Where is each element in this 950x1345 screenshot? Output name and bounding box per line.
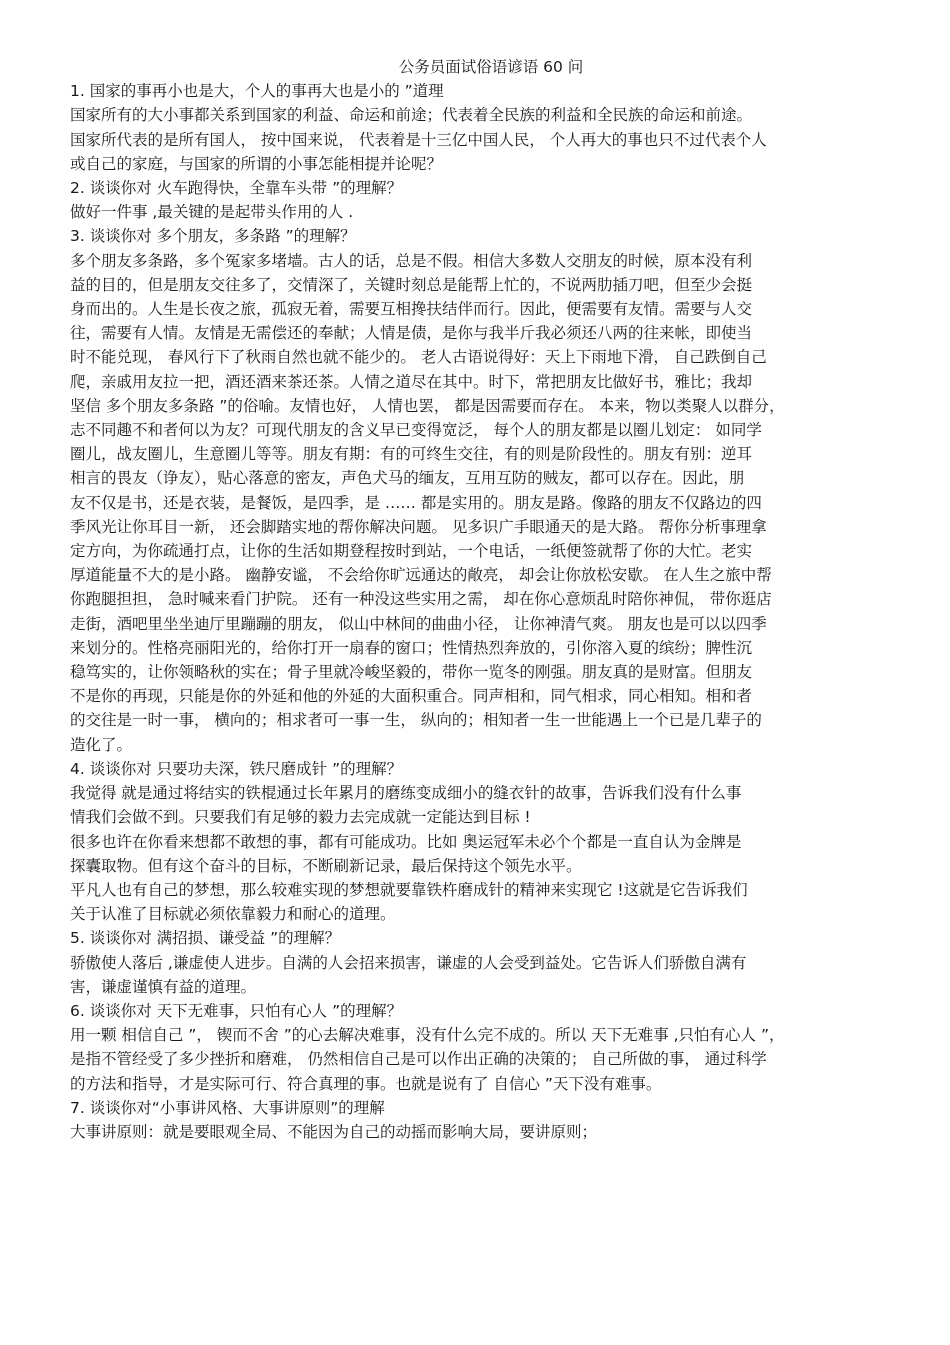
text-line: 我觉得 就是通过将结实的铁棍通过长年累月的磨练变成细小的缝衣针的故事，告诉我们没有什么事 — [70, 784, 742, 803]
text-line: 害，谦虚谨慎有益的道理。 — [70, 977, 257, 996]
text-line: 多个朋友多条路，多个冤家多堵墙。古人的话，总是不假。相信大多数人交朋友的时候，原本没有利 — [70, 251, 753, 270]
document-body — [70, 79, 912, 1144]
text-line: 爬，亲戚用友拉一把，酒还酒来茶还茶。人情之道尽在其中。时下，常把朋友比做好书，雅比；我却 — [70, 372, 753, 391]
text-line: 探囊取物。但有这个奋斗的目标，不断刷新记录，最后保持这个领先水平。 — [70, 856, 582, 875]
text-line: 用一颗 相信自己 ”， 锲而不舍 ”的心去解决难事，没有什么完不成的。所以 天下无难事 ,只怕有心人 ”， — [70, 1026, 785, 1045]
text-line: 很多也许在你看来想都不敢想的事，都有可能成功。比如 奥运冠军未必个个都是一直自认为金牌是 — [70, 832, 742, 851]
text-line: 你跑腿担担， 急时喊来看门护院。 还有一种没这些实用之需， 却在你心意烦乱时陪你神侃， 带你逛店 — [70, 590, 772, 609]
text-line: 圈儿，战友圈儿，生意圈儿等等。朋友有期：有的可终生交往，有的则是阶段性的。朋友有别：逆耳 — [70, 445, 753, 464]
text-line: 国家所代表的是所有国人， 按中国来说， 代表着是十三亿中国人民， 个人再大的事也只不过代表个人 — [70, 130, 767, 149]
text-line: 1. 国家的事再小也是大，个人的事再大也是小的 ”道理 — [70, 82, 444, 101]
text-line: 稳笃实的，让你领略秋的实在；骨子里就冷峻坚毅的，带你一览冬的刚强。朋友真的是财富。但朋友 — [70, 663, 753, 682]
text-line: 7. 谈谈你对“小事讲风格、大事讲原则”的理解 — [70, 1098, 385, 1117]
text-line: 相言的畏友（诤友），贴心落意的密友，声色犬马的缅友，互用互防的贼友，都可以存在。因此，朋 — [70, 469, 745, 488]
text-line: 是指不管经受了多少挫折和磨难， 仍然相信自己是可以作出正确的决策的； 自己所做的事， 通过科学 — [70, 1050, 767, 1069]
text-line: 做好一件事 ,最关键的是起带头作用的人 . — [70, 203, 354, 222]
text-line: 3. 谈谈你对 多个朋友，多条路 ”的理解？ — [70, 227, 356, 246]
text-line: 平凡人也有自己的梦想，那么较难实现的梦想就要靠铁杵磨成针的精神来实现它 !这就是它告诉我们 — [70, 880, 748, 899]
text-line: 定方向，为你疏通打点，让你的生活如期登程按时到站，一个电话，一纸便签就帮了你的大忙。老实 — [70, 542, 753, 561]
text-line: 5. 谈谈你对 满招损、谦受益 ”的理解？ — [70, 929, 341, 948]
text-line: 走街，酒吧里坐坐迪厅里蹦蹦的朋友， 似山中林间的曲曲小径， 让你神清气爽。 朋友也是可以以四季 — [70, 614, 767, 633]
text-line: 来划分的。性格亮丽阳光的，给你打开一扇春的窗口；性情热烈奔放的，引你溶入夏的缤纷；脾性沉 — [70, 638, 753, 657]
text-line: 6. 谈谈你对 天下无难事，只怕有心人 ”的理解？ — [70, 1001, 403, 1020]
text-line: 国家所有的大小事都关系到国家的利益、命运和前途；代表着全民族的利益和全民族的命运和前途。 — [70, 106, 753, 125]
text-line: 厚道能量不大的是小路。 幽静安谧， 不会给你旷远通达的敞亮， 却会让你放松安歇。 在人生之旅中帮 — [70, 566, 772, 585]
text-line: 友不仅是书，还是衣装，是餐饭，是四季，是 …… 都是实用的。朋友是路。像路的朋友不仅路边的四 — [70, 493, 762, 512]
text-line: 的方法和指导，才是实际可行、符合真理的事。也就是说有了 自信心 ”天下没有难事。 — [70, 1074, 662, 1093]
text-line: 2. 谈谈你对 火车跑得快，全靠车头带 ”的理解？ — [70, 179, 403, 198]
text-line: 情我们会做不到。只要我们有足够的毅力去完成就一定能达到目标 ! — [70, 808, 531, 827]
text-line: 不是你的再现，只能是你的外延和他的外延的大面积重合。同声相和，同气相求，同心相知。相和者 — [70, 687, 753, 706]
text-line: 季风光让你耳目一新， 还会脚踏实地的帮你解决问题。 见多识广手眼通天的是大路。 帮你分析事理拿 — [70, 517, 767, 536]
text-line: 关于认准了目标就必须依靠毅力和耐心的道理。 — [70, 905, 396, 924]
text-line: 往，需要有人情。友情是无需偿还的奉献；人情是债，是你与我半斤我必须还八两的往来帐，即使当 — [70, 324, 753, 343]
document-page — [70, 55, 912, 1144]
text-line: 造化了。 — [70, 735, 133, 754]
text-line: 或自己的家庭，与国家的所谓的小事怎能相提并论呢？ — [70, 154, 443, 173]
text-line: 4. 谈谈你对 只要功夫深，铁尺磨成针 ”的理解？ — [70, 759, 403, 778]
document-title: 公务员面试俗语谚语 60 问 — [398, 58, 584, 76]
text-line: 身而出的。人生是长夜之旅，孤寂无着，需要互相搀扶结伴而行。因此，便需要有友情。需要与人交 — [70, 300, 753, 319]
text-line: 大事讲原则：就是要眼观全局、不能因为自己的动摇而影响大局，要讲原则； — [70, 1122, 598, 1141]
text-line: 坚信 多个朋友多条路 ”的俗喻。友情也好， 人情也罢， 都是因需要而存在。 本来，物以类聚人以群分， — [70, 396, 785, 415]
text-line: 骄傲使人落后 ,谦虚使人进步。自满的人会招来损害，谦虚的人会受到益处。它告诉人们骄傲自满有 — [70, 953, 747, 972]
text-line: 志不同趣不和者何以为友？可现代朋友的含义早已变得宽泛， 每个人的朋友都是以圈儿划定： 如同学 — [70, 421, 762, 440]
text-line: 益的目的，但是朋友交往多了，交情深了，关键时刻总是能帮上忙的，不说两肋插刀吧，但至少会挺 — [70, 275, 753, 294]
text-line: 的交往是一时一事， 横向的；相求者可一事一生， 纵向的；相知者一生一世能遇上一个已是几辈子的 — [70, 711, 762, 730]
text-line: 时不能兑现， 春风行下了秋雨自然也就不能少的。 老人古语说得好：天上下雨地下滑， 自己跌倒自己 — [70, 348, 767, 367]
